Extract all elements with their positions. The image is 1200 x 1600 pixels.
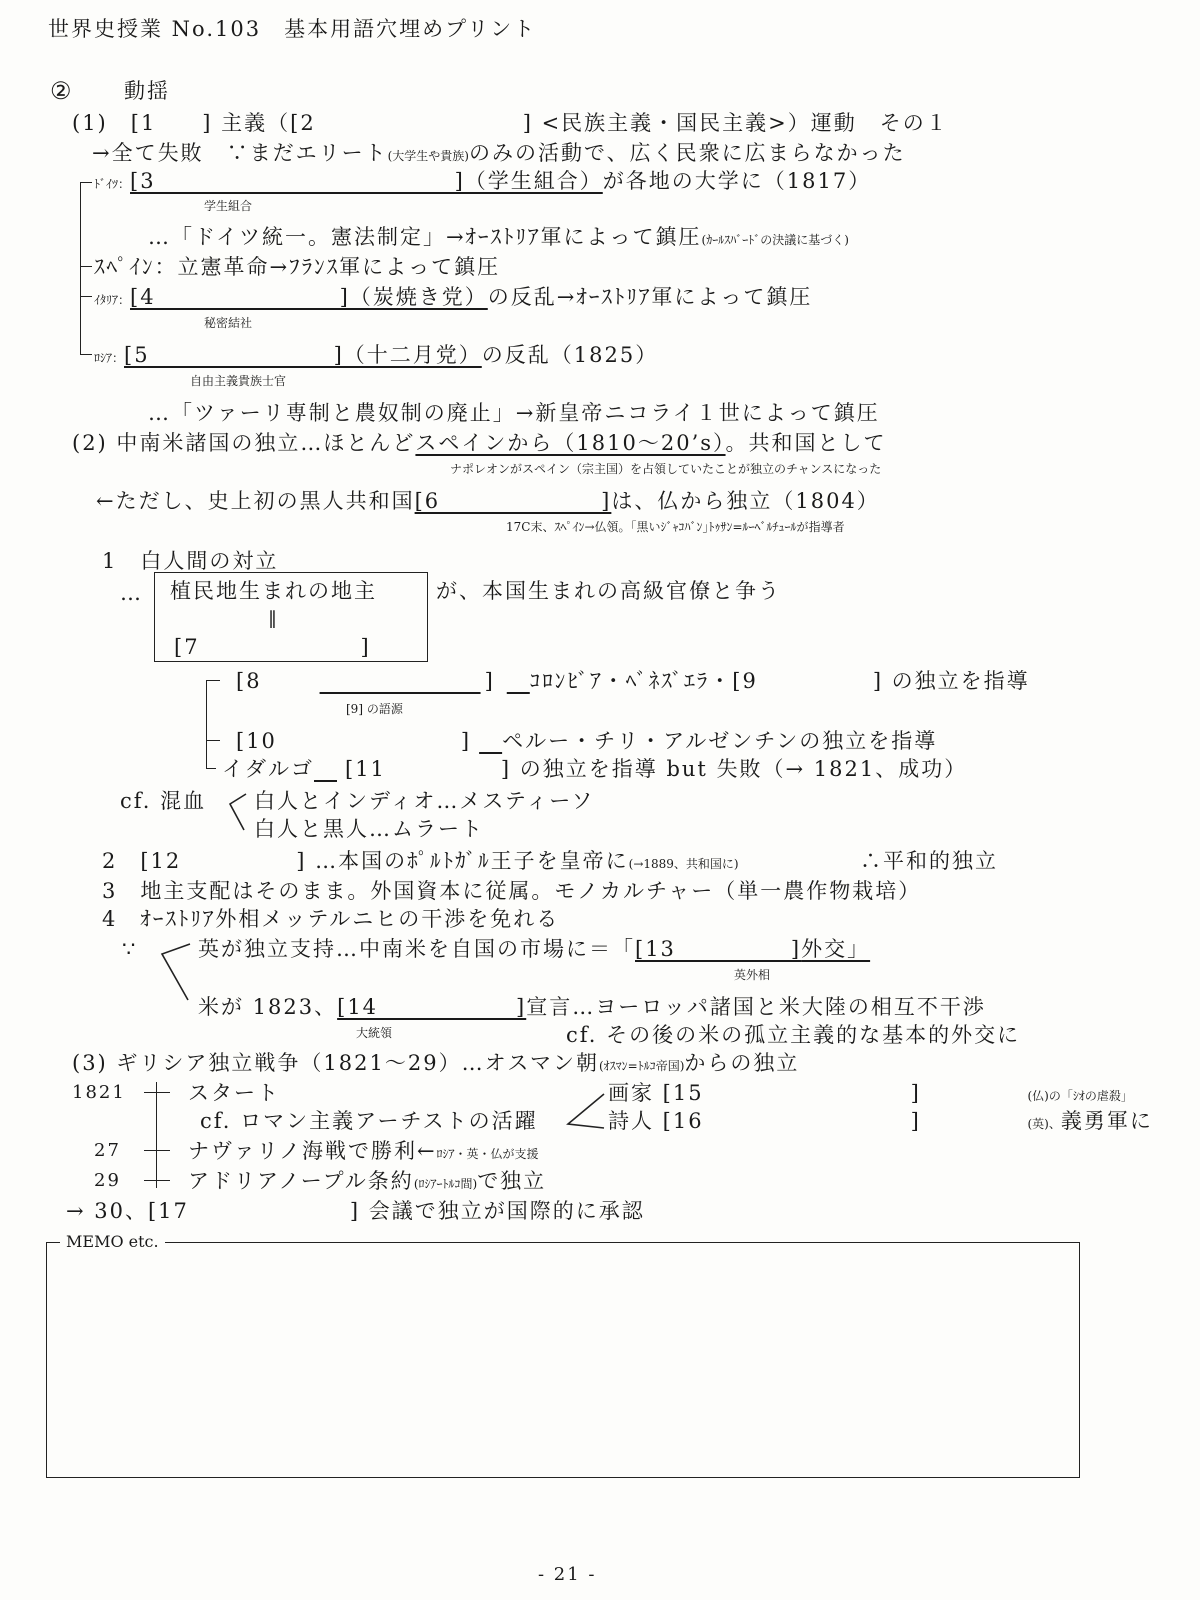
item2-note: (→1889、共和国に) [628,857,739,871]
uk-note: 英外相 [734,968,771,982]
page-header: 世界史授業 No.103 基本用語穴埋めプリント [48,17,537,41]
item2-b: ∴平和的独立 [860,849,998,873]
timeline-tick-29 [144,1180,170,1181]
germany-sub-text: …「ドイツ統一。憲法制定」→ｵｰｽﾄﾘｱ軍によって鎮圧 [148,225,702,249]
b10-gap [479,729,502,753]
leader8-line [236,668,1030,694]
italy-note: 秘密結社 [204,316,253,330]
item3: 3 地主支配はそのまま。外国資本に従属。モノカルチャー（単一農作物栽培） [102,879,922,903]
napoleon-note: ナポレオンがスペイン（宗主国）を占領していたことが独立のチャンスになった [450,462,882,476]
poet-line [608,1108,1153,1137]
year-29: 29 [94,1170,121,1191]
germany-blank: [3 ]（学生組合） [130,169,603,193]
us-note: 大統領 [356,1026,393,1040]
germany-line [94,168,871,197]
adrianople-note: (ﾛｼｱｰﾄﾙｺ間) [413,1177,478,1191]
italy-line [94,284,812,313]
item4: 4 ｵｰｽﾄﾘｱ外相メッテルニヒの干渉を免れる [102,907,560,931]
box-bottom: [7 ] [174,635,371,659]
italy-blank: [4 ]（炭焼き党） [130,285,488,309]
b10-c: ペルー・チリ・アルゼンチンの独立を指導 [502,729,938,753]
navarino-note: ﾛｼｱ・英・仏が支援 [436,1147,539,1161]
memo-box[interactable] [46,1242,1080,1478]
germany-note: 学生組合 [204,199,253,213]
b8-a: [8 [236,669,262,693]
b10-a: [10 ] [236,729,472,753]
box-rest: が、本国生まれの高級官僚と争う [436,579,781,603]
us-b: 宣言…ヨーロッパ諸国と米大陸の相互不干渉 [526,995,986,1019]
adrianople-line [188,1168,546,1197]
painter-line [608,1080,1133,1109]
box-top: 植民地生まれの地主 [170,579,377,603]
haiti-line [96,488,880,514]
year-27: 27 [94,1140,121,1161]
russia-label: ﾛｼｱ： [94,351,125,365]
haiti-c: は、仏から独立（1804） [611,489,880,513]
russia-line [94,342,658,371]
italy-rest: の反乱→ｵｰｽﾄﾘｱ軍によって鎮圧 [487,285,813,309]
leader-tick-10 [206,740,220,741]
p2-title [72,430,887,456]
year-1821: 1821 [72,1082,126,1103]
leader-bracket-line [206,680,207,768]
p2-title-b: スペインから（1810～20’s） [415,431,726,455]
section-number: ② [50,77,74,105]
item1: 1 白人間の対立 [102,549,279,573]
timeline-line [156,1082,157,1188]
haiti-blank: [6 ] [414,489,612,513]
painter-note: (仏)の「ｼｵの虐殺」 [1027,1089,1133,1103]
mix-bracket [226,790,248,834]
year-30-line: → 30、[17 ] 会議で独立が国際的に承認 [66,1199,645,1223]
poet-b: 義勇軍に [1060,1109,1153,1133]
leader-tick-8 [206,680,220,681]
timeline-tick-1821 [144,1092,170,1093]
uk-line [198,936,870,962]
us-a: 米が 1823、 [198,995,338,1019]
b8-note: [9] の語源 [346,702,403,716]
germany-rest: が各地の大学に（1817） [602,169,872,193]
leader-tick-11 [206,768,216,769]
timeline-tick-27 [144,1150,170,1151]
page-number: - 21 - [538,1564,597,1585]
adrianople-b: で独立 [477,1169,547,1193]
item2-a: 2 [12 ] …本国のﾎﾟﾙﾄｶﾞﾙ王子を皇帝に [102,849,629,873]
uk-b: 外交」 [801,937,871,961]
russia-rest: の反乱（1825） [481,343,659,367]
b11-b: [11 ] の独立を指導 but 失敗（→ 1821、成功） [345,757,968,781]
haiti-a: ←ただし、史上初の黒人共和国 [96,489,415,513]
bracket-tick-russia [80,354,92,355]
b11-gap [314,757,337,781]
mix-cf: cf. 混血 [120,789,207,813]
germany-label: ﾄﾞｲﾂ： [94,177,131,191]
p3-title-b: からの独立 [684,1051,800,1075]
p1-fail-rest: のみの活動で、広く民衆に広まらなかった [468,141,906,165]
adrianople-a: アドリアノープル条約 [188,1169,414,1193]
haiti-note: 17C末、ｽﾍﾟｲﾝ→仏領。｢黒いｼﾞｬｺﾊﾞﾝ｣ﾄｩｻﾝ=ﾙｰﾍﾞﾙﾁｭｰﾙが指導者 [506,520,845,534]
p3-title-a: (3) ギリシア独立戦争（1821～29）…オスマン朝 [72,1051,599,1075]
us-blank: [14 ] [337,995,527,1019]
country-bracket-line [80,182,81,354]
leader11-line [222,756,967,782]
navarino-line [188,1138,539,1167]
russia-note: 自由主義貴族士官 [190,374,287,388]
because-mark: ∵ [122,937,138,961]
p2-title-c: 。共和国として [725,431,887,455]
p1-fail-note: (大学生や貴族) [387,149,469,163]
bracket-tick-germany [80,182,92,183]
uk-a: 英が独立支持…中南米を自国の市場に＝「 [198,937,635,961]
poet-note: (英)、 [1027,1117,1061,1131]
b11-a: イダルゴ [222,757,314,781]
mix2: 白人と黒人…ムラート [254,817,484,841]
germany-sub-note: (ｶｰﾙｽﾊﾞｰﾄﾞの決議に基づく) [701,233,849,247]
bracket-tick-spain [80,266,92,267]
us-cf: cf. その後の米の孤立主義的な基本的外交に [566,1023,1021,1047]
item1-dots: … [120,581,143,605]
russia-sub: …「ツァーリ専制と農奴制の廃止」→新皇帝ニコライ１世によって鎮圧 [148,401,880,425]
leader10-line [236,728,937,754]
monroe-bracket [150,940,194,1004]
p1-title: (1) [1 ] 主義（[2 ] <民族主義・国民主義>）運動 その１ [72,111,949,135]
navarino: ナヴァリノ海戦で勝利← [188,1139,437,1163]
start-text: スタート [188,1081,280,1105]
russia-blank: [5 ]（十二月党） [124,343,482,367]
b8-c: ｺﾛﾝﾋﾞｱ・ﾍﾞﾈｽﾞｴﾗ・[9 ] の独立を指導 [529,669,1030,693]
b8-blank [320,669,481,693]
germany-sub [148,224,849,253]
painter: 画家 [15 ] [608,1081,930,1105]
italy-label: ｲﾀﾘｱ： [94,293,131,307]
p1-fail [92,140,906,169]
item2 [102,848,739,877]
mix1: 白人とインディオ…メスティーソ [254,789,595,813]
bracket-tick-italy [80,296,92,297]
b8-gap [507,669,530,693]
spain-line: ｽﾍﾟｲﾝ：立憲革命→ﾌﾗﾝｽ軍によって鎮圧 [94,255,501,279]
us-line [198,994,986,1020]
romantic-bracket [564,1090,608,1134]
b8-b: ] [484,669,495,693]
uk-blank: [13 ] [635,937,802,961]
box-eq: ‖ [268,608,279,629]
romantic-cf: cf. ロマン主義アーチストの活躍 [200,1109,538,1133]
p1-fail-text: →全て失敗 ∵まだエリート [92,141,388,165]
p3-title-note: (ｵｽﾏﾝ=ﾄﾙｺ帝国) [598,1059,685,1073]
poet: 詩人 [16 ] [608,1109,930,1133]
memo-label: MEMO etc. [60,1233,165,1251]
p3-title [72,1050,799,1079]
section-title: 動揺 [124,79,170,103]
p2-title-a: (2) 中南米諸国の独立…ほとんど [72,431,416,455]
